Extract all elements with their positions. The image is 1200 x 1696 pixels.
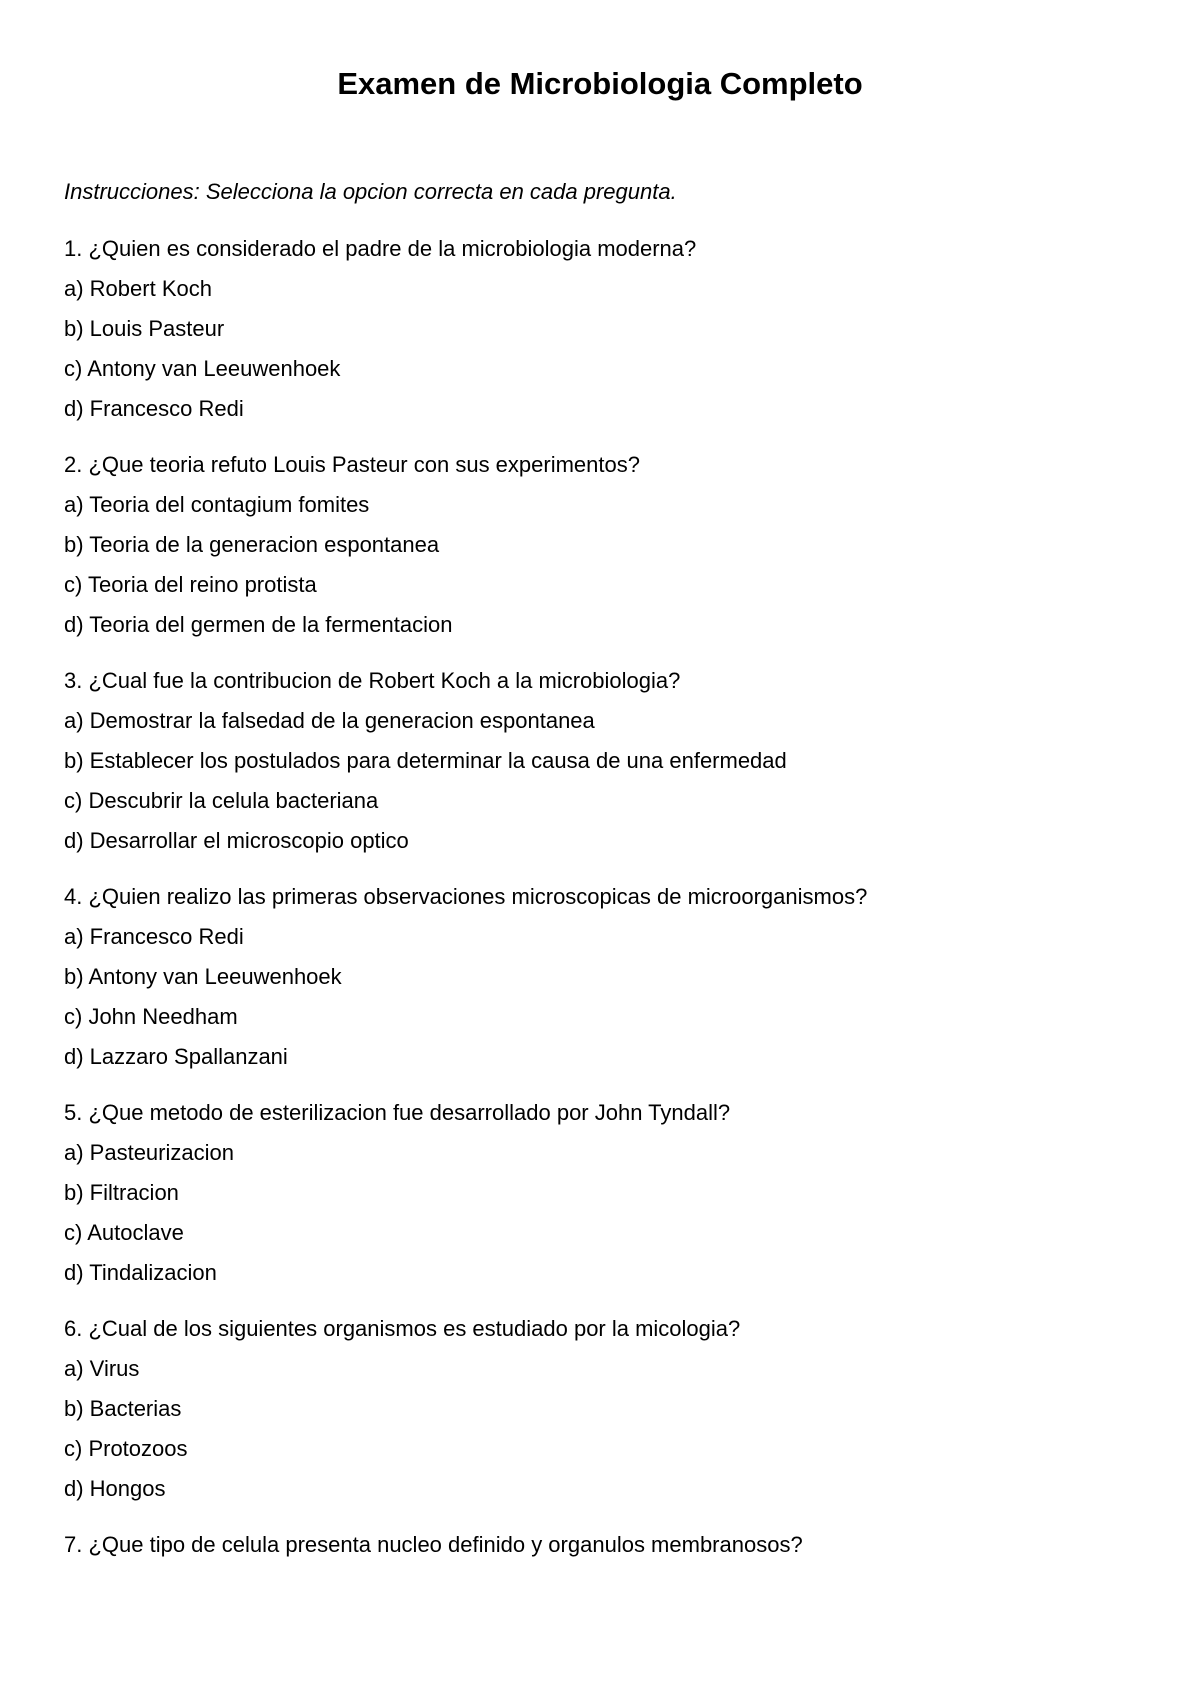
option-b: b) Louis Pasteur — [64, 316, 225, 341]
option-c: c) John Needham — [64, 1004, 238, 1029]
option-b: b) Bacterias — [64, 1396, 182, 1421]
question-text: 6. ¿Cual de los siguientes organismos es estudiado por la micologia? — [64, 1316, 741, 1341]
option-c: c) Antony van Leeuwenhoek — [64, 356, 341, 381]
option-d: d) Teoria del germen de la fermentacion — [64, 612, 453, 637]
option-c: c) Protozoos — [64, 1436, 188, 1461]
instructions-text: Instrucciones: Selecciona la opcion correcta en cada pregunta. — [64, 179, 677, 204]
question-7 — [64, 1525, 1136, 1565]
question-5 — [64, 1093, 1136, 1293]
option-d: d) Hongos — [64, 1476, 166, 1501]
question-3 — [64, 661, 1136, 861]
option-a: a) Francesco Redi — [64, 924, 244, 949]
page-title: Examen de Microbiologia Completo — [337, 66, 863, 101]
question-text: 4. ¿Quien realizo las primeras observaciones microscopicas de microorganismos? — [64, 884, 868, 909]
option-b: b) Antony van Leeuwenhoek — [64, 964, 342, 989]
question-list — [64, 229, 1136, 1565]
option-a: a) Virus — [64, 1356, 140, 1381]
option-a: a) Pasteurizacion — [64, 1140, 234, 1165]
question-6 — [64, 1309, 1136, 1509]
option-c: c) Descubrir la celula bacteriana — [64, 788, 379, 813]
option-c: c) Teoria del reino protista — [64, 572, 317, 597]
question-2 — [64, 445, 1136, 645]
option-b: b) Teoria de la generacion espontanea — [64, 532, 440, 557]
option-d: d) Desarrollar el microscopio optico — [64, 828, 409, 853]
option-a: a) Teoria del contagium fomites — [64, 492, 370, 517]
option-d: d) Francesco Redi — [64, 396, 244, 421]
question-text: 5. ¿Que metodo de esterilizacion fue desarrollado por John Tyndall? — [64, 1100, 731, 1125]
question-text: 2. ¿Que teoria refuto Louis Pasteur con sus experimentos? — [64, 452, 640, 477]
option-a: a) Demostrar la falsedad de la generacion espontanea — [64, 708, 595, 733]
question-text: 7. ¿Que tipo de celula presenta nucleo definido y organulos membranosos? — [64, 1532, 803, 1557]
question-text: 3. ¿Cual fue la contribucion de Robert Koch a la microbiologia? — [64, 668, 681, 693]
option-c: c) Autoclave — [64, 1220, 184, 1245]
option-d: d) Tindalizacion — [64, 1260, 217, 1285]
question-1 — [64, 229, 1136, 429]
question-4 — [64, 877, 1136, 1077]
question-text: 1. ¿Quien es considerado el padre de la microbiologia moderna? — [64, 236, 697, 261]
option-d: d) Lazzaro Spallanzani — [64, 1044, 288, 1069]
option-a: a) Robert Koch — [64, 276, 212, 301]
option-b: b) Establecer los postulados para determinar la causa de una enfermedad — [64, 748, 787, 773]
option-b: b) Filtracion — [64, 1180, 179, 1205]
